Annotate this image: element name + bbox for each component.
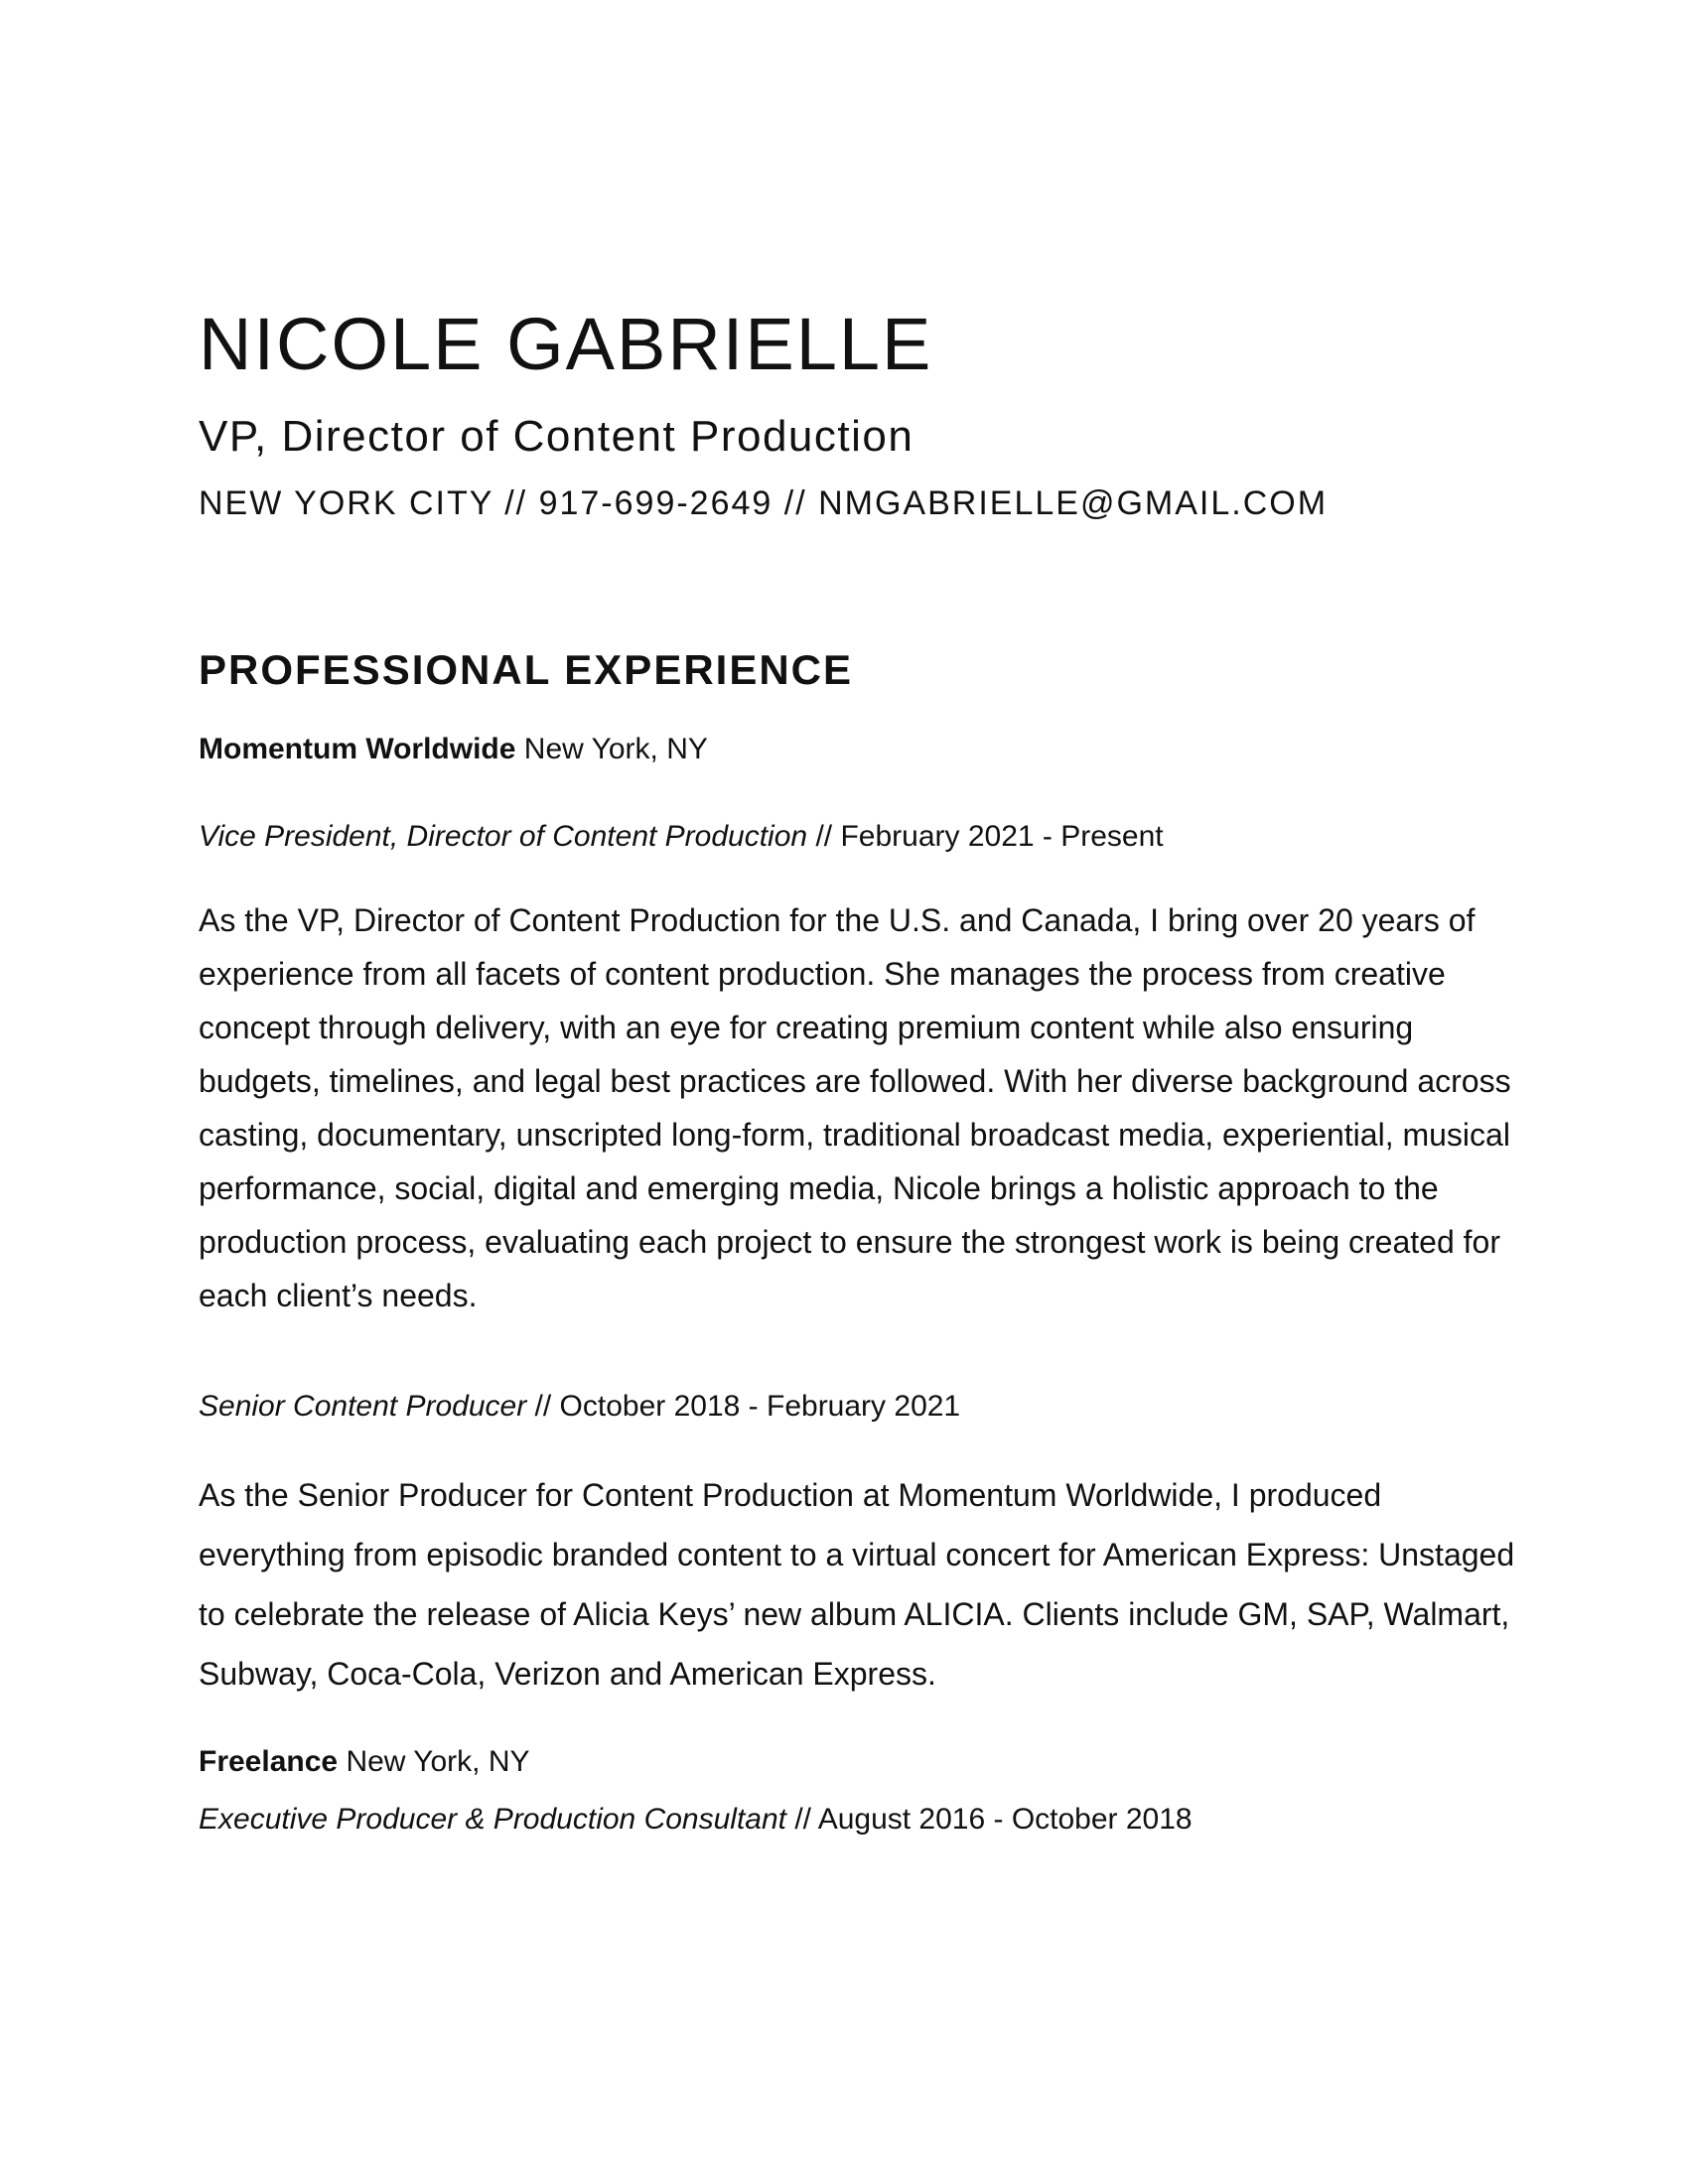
role-description: As the VP, Director of Content Production for the U.S. and Canada, I bring over 20 years of experience from all facets of content production. She manages the process from creative concept through delivery, with an eye for creating premium content while also ensuring budgets, timelines, and legal best practices are followed. With her diverse background across casting, documentary, unscripted long-form, traditional broadcast media, experiential, musical performance, social, digital and emerging media, Nicole brings a holistic approach to the production process, evaluating each project to ensure the strongest work is being created for each client’s needs.: [199, 902, 1511, 1313]
role-description: As the Senior Producer for Content Production at Momentum Worldwide, I produced everything from episodic branded content to a virtual concert for American Express: Unstaged to celebrate the release of Alicia Keys’ new album ALICIA. Clients include GM, SAP, Walmart, Subway, Coca-Cola, Verizon and American Express.: [199, 1477, 1515, 1692]
role-title: Senior Content Producer: [199, 1390, 527, 1423]
role-title: Vice President, Director of Content Production: [199, 820, 808, 853]
company-name: Freelance: [199, 1745, 339, 1778]
role-dates: // February 2021 - Present: [815, 820, 1164, 853]
role-title: Executive Producer & Production Consultant: [199, 1803, 786, 1836]
company-location: New York, NY: [523, 733, 708, 765]
resume-page: [199, 303, 1515, 1836]
role-dates: // October 2018 - February 2021: [534, 1390, 961, 1423]
role-line: [199, 822, 1509, 852]
company-location: New York, NY: [346, 1745, 530, 1778]
role-line: [199, 1392, 1509, 1422]
company-line: [199, 1747, 1509, 1777]
contact-line: NEW YORK CITY // 917-699-2649 // NMGABRIELLE@GMAIL.COM: [199, 484, 1329, 522]
company-line: [199, 735, 1509, 764]
section-heading-experience: PROFESSIONAL EXPERIENCE: [199, 646, 854, 693]
candidate-headline: VP, Director of Content Production: [199, 412, 914, 461]
role-dates: // August 2016 - October 2018: [794, 1803, 1193, 1836]
company-name: Momentum Worldwide: [199, 733, 516, 765]
candidate-name: NICOLE GABRIELLE: [199, 303, 933, 385]
role-line: [199, 1805, 1509, 1835]
